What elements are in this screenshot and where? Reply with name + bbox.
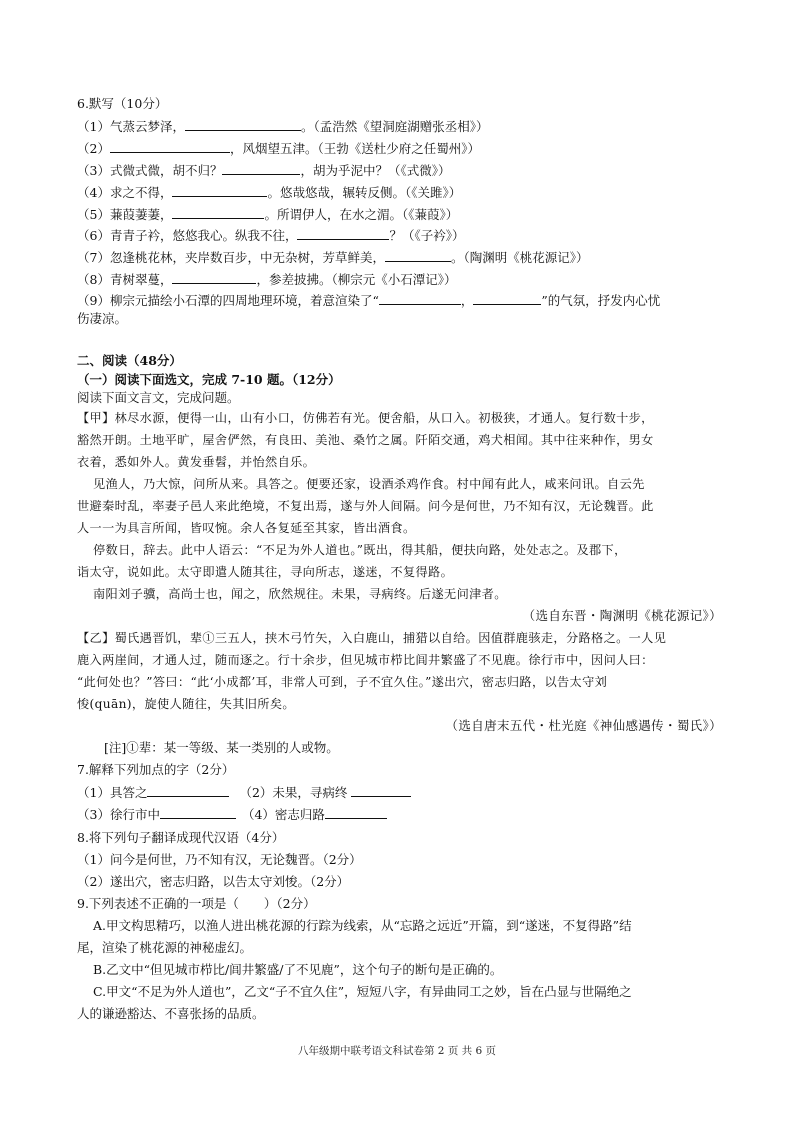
answer-blank[interactable] bbox=[160, 807, 236, 819]
answer-blank[interactable] bbox=[385, 250, 451, 262]
answer-blank[interactable] bbox=[172, 185, 267, 197]
answer-blank[interactable] bbox=[379, 293, 461, 305]
q8-line-2: （2）遂出穴，密志归路，以告太守刘悛。（2分） bbox=[77, 874, 350, 889]
q6-line-3: （3）式微式微，胡不归？ ，胡为乎泥中？（《式微》） bbox=[77, 163, 451, 178]
yi-text: 【乙】蜀氏遇晋饥，辈①三五人，挟木弓竹矢，入白鹿山，捕猎以自给。因值群鹿骇走，分路格之。一人见 bbox=[77, 631, 667, 645]
q9-option-c-cont: 人的谦逊豁达、不喜张扬的品质。 bbox=[77, 1006, 265, 1021]
q6-line-5: （5）蒹葭萋萋， 。所谓伊人，在水之湄。（《蒹葭》） bbox=[77, 207, 459, 222]
page-footer: 八年级期中联考语文科试卷第 2 页 共 6 页 bbox=[297, 1045, 497, 1057]
q9-option-a-cont: 尾，渲染了桃花源的神秘虚幻。 bbox=[77, 940, 253, 955]
answer-blank[interactable] bbox=[172, 272, 256, 284]
answer-blank[interactable] bbox=[351, 785, 411, 797]
jia-text: 豁然开朗。土地平旷，屋舍俨然，有良田、美池、桑竹之属。阡陌交通，鸡犬相闻。其中往来种作，男女 bbox=[77, 433, 654, 447]
q7-row-1: （1）具答之 （2）未果，寻病终 bbox=[77, 785, 411, 801]
q6-line-1: （1）气蒸云梦泽， 。（孟浩然《望洞庭湖赠张丞相》） bbox=[77, 119, 489, 134]
jia-text: 停数日，辞去。此中人语云：“不足为外人道也。”既出，得其船，便扶向路，处处志之。及郡下， bbox=[93, 543, 627, 557]
jia-text: 【甲】林尽水源，便得一山，山有小口，仿佛若有光。便舍船，从口入。初极狭，才通人。复行数十步， bbox=[77, 411, 654, 425]
jia-text: 南阳刘子骥，高尚士也，闻之，欣然规往。未果，寻病终。后遂无问津者。 bbox=[93, 587, 507, 601]
q7-row-2: （3）徐行市中 （4）密志归路 bbox=[77, 807, 387, 823]
reading-intro: 阅读下面文言文，完成问题。 bbox=[77, 390, 240, 405]
jia-text: 见渔人，乃大惊，问所从来。具答之。便要还家，设酒杀鸡作食。村中闻有此人，咸来问讯。自云先 bbox=[93, 477, 645, 491]
q6-title: 6.默写（10分） bbox=[77, 96, 168, 111]
jia-source: （选自东晋・陶渊明《桃花源记》） bbox=[522, 608, 722, 623]
yi-text: 悛(quān)，旋使人随往，失其旧所矣。 bbox=[77, 697, 295, 711]
q6-line-6: （6）青青子衿，悠悠我心。纵我不往， ？（《子衿》） bbox=[77, 228, 465, 243]
answer-blank[interactable] bbox=[110, 141, 230, 153]
footnote: [注]①辈：某一等级、某一类别的人或物。 bbox=[104, 740, 339, 755]
q9-option-a: A.甲文构思精巧，以渔人进出桃花源的行踪为线索，从“忘路之远近”开篇，到“遂迷，不复得路”结 bbox=[93, 918, 632, 933]
jia-text: 世避秦时乱，率妻子邑人来此绝境，不复出焉，遂与外人间隔。问今是何世，乃不知有汉，无论魏晋。此 bbox=[77, 499, 654, 513]
q6-line-9-cont: 伤凄凉。 bbox=[77, 311, 128, 326]
answer-blank[interactable] bbox=[222, 163, 300, 175]
answer-blank[interactable] bbox=[325, 807, 387, 819]
answer-blank[interactable] bbox=[185, 119, 301, 131]
q8-line-1: （1）问今是何世，乃不知有汉，无论魏晋。（2分） bbox=[77, 852, 362, 867]
jia-text: 诣太守，说如此。太守即遣人随其往，寻向所志，遂迷，不复得路。 bbox=[77, 565, 454, 579]
q9-title: 9.下列表述不正确的一项是（ ）（2分） bbox=[77, 896, 316, 911]
q6-line-2: （2） ，风烟望五津。（王勃《送杜少府之任蜀州》） bbox=[77, 141, 480, 156]
q9-option-c: C.甲文“不足为外人道也”，乙文“子不宜久住”，短短八字，有异曲同工之妙，旨在凸显与世隔绝之 bbox=[93, 984, 632, 999]
yi-source: （选自唐末五代・杜光庭《神仙感遇传・蜀氏》） bbox=[445, 718, 722, 733]
section-title: 二、阅读（48分） bbox=[77, 353, 182, 368]
answer-blank[interactable] bbox=[147, 785, 229, 797]
subsection-title: （一）阅读下面选文，完成 7-10 题。（12分） bbox=[77, 372, 341, 387]
q6-line-4: （4）求之不得， 。悠哉悠哉，辗转反侧。（《关雎》） bbox=[77, 185, 462, 200]
q8-title: 8.将下列句子翻译成现代汉语（4分） bbox=[77, 830, 285, 845]
jia-text: 衣着，悉如外人。黄发垂髫，并怡然自乐。 bbox=[77, 455, 316, 469]
answer-blank[interactable] bbox=[297, 228, 389, 240]
answer-blank[interactable] bbox=[172, 207, 264, 219]
q6-line-7: （7）忽逢桃花林，夹岸数百步，中无杂树，芳草鲜美， 。（陶渊明《桃花源记》） bbox=[77, 250, 589, 265]
q7-title: 7.解释下列加点的字（2分） bbox=[77, 762, 235, 777]
answer-blank[interactable] bbox=[473, 293, 541, 305]
q6-line-9: （9）柳宗元描绘小石潭的四周地理环境，着意渲染了“ ， ”的气氛，抒发内心忧 bbox=[77, 293, 661, 308]
q6-line-8: （8）青树翠蔓， ，参差披拂。（柳宗元《小石潭记》） bbox=[77, 272, 457, 287]
q9-option-b: B.乙文中“但见城市栉比/闾井繁盛/了不见鹿”，这个句子的断句是正确的。 bbox=[93, 962, 503, 977]
jia-text: 人一一为具言所闻，皆叹惋。余人各复延至其家，皆出酒食。 bbox=[77, 521, 416, 535]
yi-text: “此何处也？”答曰：“此‘小成都’耳，非常人可到，子不宜久住。”遂出穴，密志归路，以告太守刘 bbox=[77, 675, 608, 689]
yi-text: 鹿入两崖间，才通人过，随而逐之。行十余步，但见城市栉比闾井繁盛了不见鹿。徐行市中，因问人曰： bbox=[77, 653, 654, 667]
